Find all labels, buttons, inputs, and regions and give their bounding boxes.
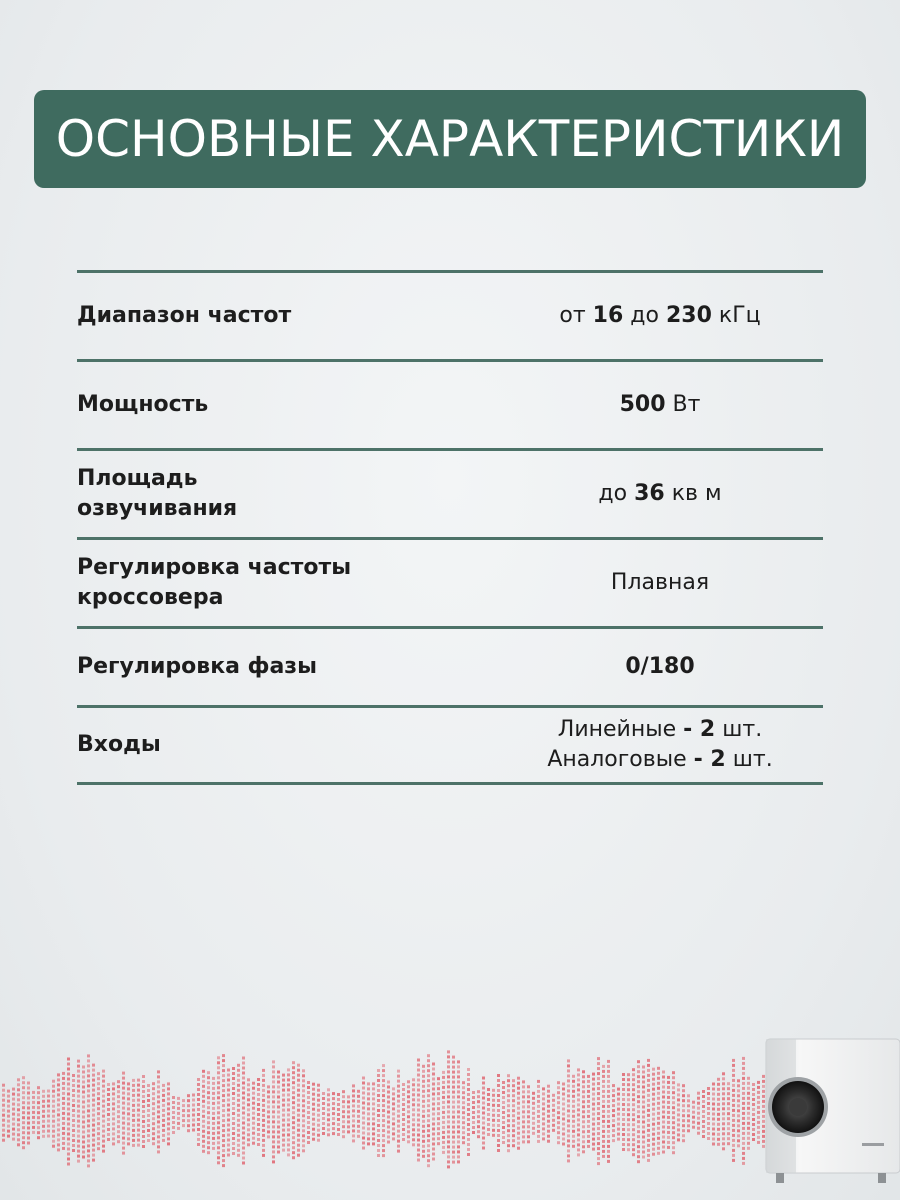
spec-value-part: - 2 <box>683 717 716 742</box>
spec-value-part: кГц <box>711 303 761 328</box>
spec-label: Регулировка частоты кроссовера <box>77 555 352 610</box>
spec-value <box>497 715 823 775</box>
spec-value <box>497 568 823 598</box>
spec-value-part: 230 <box>665 303 712 328</box>
spec-label: Регулировка фазы <box>77 654 317 679</box>
spec-value-part: до <box>623 303 666 328</box>
spec-row <box>77 273 823 359</box>
spec-row <box>77 540 823 626</box>
spec-value-part: от <box>559 303 593 328</box>
spec-table <box>77 270 823 785</box>
spec-value <box>497 652 823 682</box>
spec-row <box>77 629 823 705</box>
row-divider <box>77 782 823 785</box>
spec-value-part: Линейные <box>557 717 684 742</box>
spec-label: Входы <box>77 732 161 757</box>
spec-value-part: 36 <box>634 481 665 506</box>
page-title: ОСНОВНЫЕ ХАРАКТЕРИСТИКИ <box>55 110 845 168</box>
sound-wave-graphic <box>0 1030 780 1170</box>
title-banner <box>34 90 866 188</box>
subwoofer-image <box>762 1035 900 1185</box>
spec-value-part: шт. <box>715 717 763 742</box>
spec-label: Площадь озвучивания <box>77 466 238 521</box>
spec-value-part: Аналоговые <box>547 747 694 772</box>
spec-value-part: Вт <box>665 392 701 417</box>
spec-row <box>77 708 823 782</box>
spec-label: Мощность <box>77 392 209 417</box>
spec-value <box>497 301 823 331</box>
spec-row <box>77 451 823 537</box>
spec-value-part: 500 <box>619 392 666 417</box>
spec-value-part: шт. <box>725 747 773 772</box>
spec-value-part: - 2 <box>693 747 726 772</box>
spec-label: Диапазон частот <box>77 303 292 328</box>
spec-value-part: Плавная <box>610 570 710 595</box>
spec-value-part: 0/180 <box>625 654 695 679</box>
spec-value-part: 16 <box>592 303 624 328</box>
spec-value <box>497 479 823 509</box>
spec-value <box>497 390 823 420</box>
spec-value-part: до <box>598 481 635 506</box>
spec-row <box>77 362 823 448</box>
spec-value-part: кв м <box>664 481 722 506</box>
